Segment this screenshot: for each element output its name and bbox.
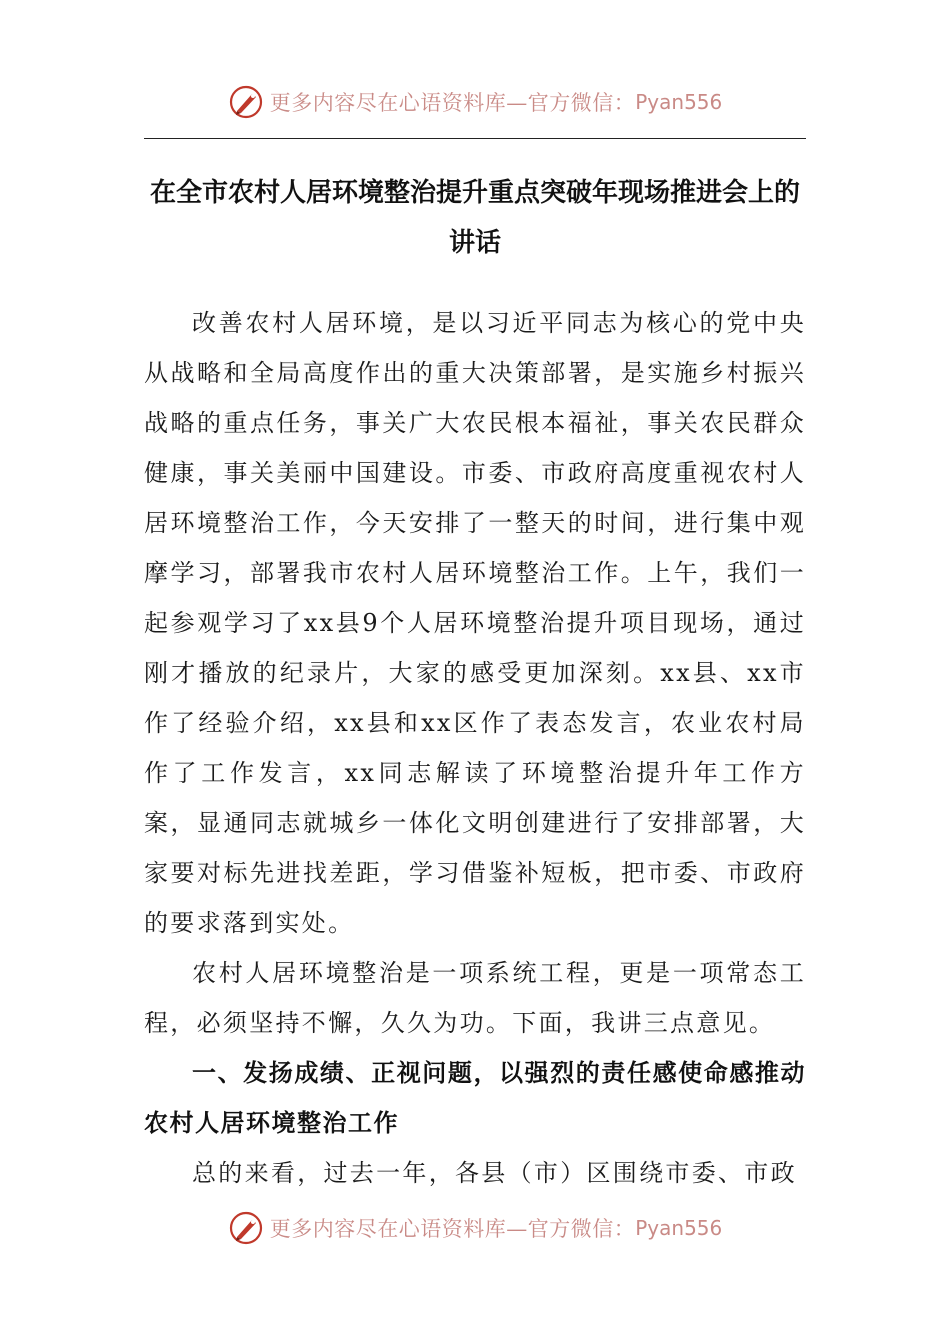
- pen-nib-logo-icon: [228, 1210, 264, 1246]
- watermark-banner-top: [0, 80, 950, 124]
- watermark-text: 更多内容尽在心语资料库—官方微信：: [269, 91, 636, 115]
- pen-nib-logo-icon: [228, 84, 264, 120]
- body-paragraph-2: 农村人居环境整治是一项系统工程，更是一项常态工程，必须坚持不懈，久久为功。下面，我讲三点意见。: [144, 959, 806, 1037]
- watermark-wechat-id: Pyan556: [635, 90, 723, 114]
- section-heading-1: 一、发扬成绩、正视问题，以强烈的责任感使命感推动农村人居环境整治工作: [144, 1059, 806, 1137]
- watermark-wechat-id: Pyan556: [635, 1216, 723, 1240]
- body-paragraph-3: 总的来看，过去一年，各县（市）区围绕市委、市政: [192, 1159, 797, 1187]
- header-divider: [144, 138, 806, 139]
- watermark-banner-bottom: [0, 1206, 950, 1250]
- document-body: [144, 298, 806, 1198]
- body-paragraph-1: 改善农村人居环境，是以习近平同志为核心的党中央从战略和全局高度作出的重大决策部署，是实施乡村振兴战略的重点任务，事关广大农民根本福祉，事关农民群众健康，事关美丽中国建设。市委、市政府高度重视农村人居环境整治工作，今天安排了一整天的时间，进行集中观摩学习，部署我市农村人居环境整治工作。上午，我们一起参观学习了xx县9个人居环境整治提升项目现场，通过刚才播放的纪录片，大家的感受更加深刻。xx县、xx市作了经验介绍，xx县和xx区作了表态发言，农业农村局作了工作发言，xx同志解读了环境整治提升年工作方案，显通同志就城乡一体化文明创建进行了安排部署，大家要对标先进找差距，学习借鉴补短板，把市委、市政府的要求落到实处。: [144, 309, 806, 937]
- watermark-text: 更多内容尽在心语资料库—官方微信：: [269, 1217, 636, 1241]
- document-title: 在全市农村人居环境整治提升重点突破年现场推进会上的讲话: [149, 178, 800, 258]
